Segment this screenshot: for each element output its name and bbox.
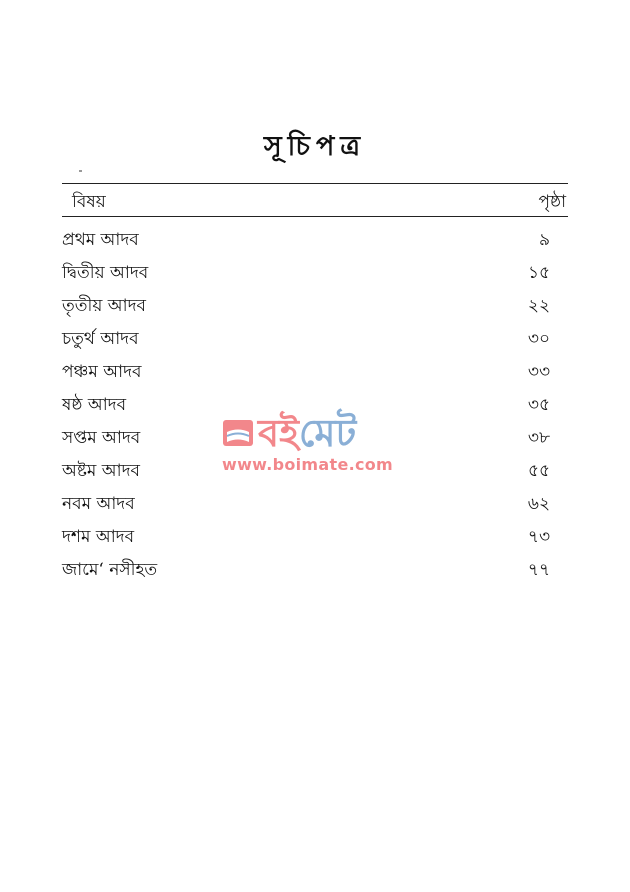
toc-page: ৩০ — [527, 328, 550, 349]
toc-label: প্রথম আদব — [62, 229, 139, 250]
toc-page: ২২ — [527, 295, 550, 316]
toc-row — [62, 356, 550, 389]
toc-page: ৯ — [538, 229, 550, 250]
toc-page: ১৫ — [527, 262, 550, 283]
toc-label: পঞ্চম আদব — [62, 361, 142, 382]
watermark-url: www.boimate.com — [222, 455, 394, 474]
header-rule-bottom — [62, 216, 568, 217]
toc-row — [62, 290, 550, 323]
toc-row — [62, 323, 550, 356]
header-subject: বিষয় — [72, 192, 106, 212]
toc-page: ৩৩ — [527, 361, 550, 382]
toc-page: ৭৩ — [527, 526, 550, 547]
toc-label: তৃতীয় আদব — [62, 295, 147, 316]
toc-header — [62, 189, 566, 217]
toc-label: সপ্তম আদব — [62, 427, 141, 448]
toc-label: দ্বিতীয় আদব — [62, 262, 149, 283]
toc-row — [62, 554, 550, 587]
watermark-logo-part1: বই — [258, 411, 299, 455]
book-icon — [222, 418, 254, 448]
toc-label: অষ্টম আদব — [62, 460, 140, 481]
page-title: সূচিপত্র — [263, 131, 367, 162]
toc-page: ৬২ — [527, 493, 550, 514]
toc-row — [62, 521, 550, 554]
toc-label: চতুর্থ আদব — [62, 328, 139, 349]
toc-label: ষষ্ঠ আদব — [62, 394, 127, 415]
toc-row — [62, 488, 550, 521]
boimate-watermark — [222, 413, 412, 485]
toc-row — [62, 224, 550, 257]
toc-list — [62, 224, 550, 587]
watermark-logo-part2: মেট — [298, 411, 357, 455]
toc-label: নবম আদব — [62, 493, 135, 514]
toc-page: ৭৭ — [527, 559, 550, 580]
header-rule-top — [62, 183, 568, 184]
toc-row — [62, 257, 550, 290]
header-page: পৃষ্ঠা — [538, 192, 566, 212]
toc-label: জামে‘ নসীহত — [62, 559, 158, 580]
toc-page: ৫৫ — [527, 460, 550, 481]
watermark-logo — [222, 413, 412, 453]
toc-page: ৩৫ — [527, 394, 550, 415]
toc-label: দশম আদব — [62, 526, 135, 547]
toc-page: ৩৮ — [527, 427, 550, 448]
